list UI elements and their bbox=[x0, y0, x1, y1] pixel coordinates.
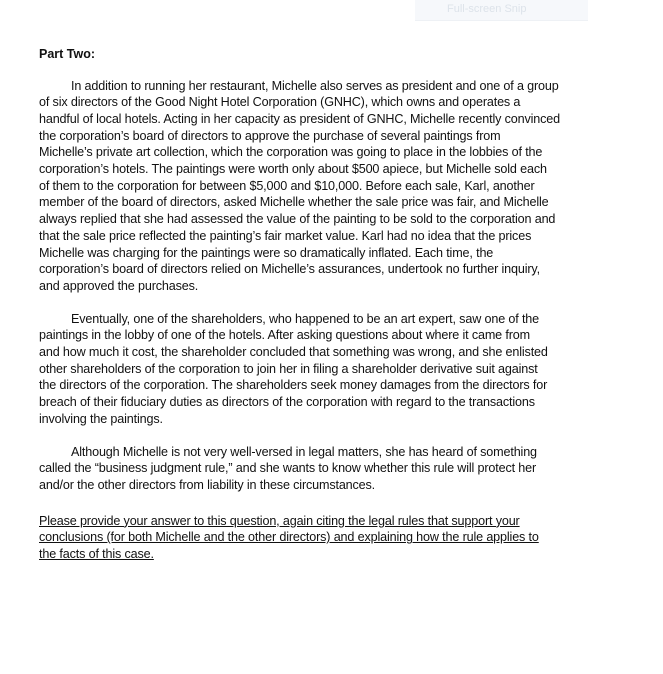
snip-toolbar-label: Full-screen Snip bbox=[447, 3, 527, 15]
paragraph-line: the directors of the corporation. The shareholders seek money damages from the directors for bbox=[39, 378, 548, 393]
paragraph-line: Although Michelle is not very well-versed in legal matters, she has heard of something bbox=[71, 444, 537, 459]
paragraph-1 bbox=[39, 78, 579, 295]
paragraph-line: breach of their fiduciary duties as directors of the corporation with regard to the transactions bbox=[39, 395, 535, 410]
paragraph-line: In addition to running her restaurant, Michelle also serves as president and one of a group bbox=[71, 78, 559, 93]
paragraph-3 bbox=[39, 444, 579, 494]
paragraph-line: the corporation’s board of directors to approve the purchase of several paintings from bbox=[39, 128, 501, 143]
question-line: conclusions (for both Michelle and the other directors) and explaining how the rule applies to bbox=[39, 530, 539, 545]
paragraph-line: member of the board of directors, asked Michelle whether the sale price was fair, and Michelle bbox=[39, 195, 549, 210]
paragraph-line: and/or the other directors from liability in these circumstances. bbox=[39, 477, 376, 492]
section-heading: Part Two: bbox=[39, 47, 96, 61]
paragraph-line: corporation’s board of directors relied on Michelle’s assurances, undertook no further inquiry, bbox=[39, 262, 540, 277]
paragraph-line: and how much it cost, the shareholder concluded that something was wrong, and she enlisted bbox=[39, 345, 548, 360]
question-line: the facts of this case. bbox=[39, 547, 154, 562]
question-line: Please provide your answer to this question, again citing the legal rules that support your bbox=[39, 513, 520, 528]
question-prompt bbox=[39, 513, 579, 563]
document-page bbox=[39, 46, 579, 579]
paragraph-2 bbox=[39, 311, 579, 428]
paragraph-line: involving the paintings. bbox=[39, 411, 163, 426]
paragraph-line: called the “business judgment rule,” and she wants to know whether this rule will protect her bbox=[39, 461, 537, 476]
paragraph-line: corporation’s hotels. The paintings were worth only about $500 apiece, but Michelle sold each bbox=[39, 162, 547, 177]
paragraph-line: paintings in the lobby of one of the hotels. After asking questions about where it came from bbox=[39, 328, 530, 343]
paragraph-line: Michelle was charging for the paintings were so dramatically inflated. Each time, the bbox=[39, 245, 494, 260]
paragraph-line: handful of local hotels. Acting in her capacity as president of GNHC, Michelle recently convinced bbox=[39, 111, 560, 126]
paragraph-line: other shareholders of the corporation to join her in filing a shareholder derivative suit against bbox=[39, 361, 538, 376]
paragraph-line: of them to the corporation for between $5,000 and $10,000. Before each sale, Karl, another bbox=[39, 178, 535, 193]
paragraph-line: Michelle’s private art collection, which the corporation was going to place in the lobbies of the bbox=[39, 145, 543, 160]
paragraph-line: Eventually, one of the shareholders, who happened to be an art expert, saw one of the bbox=[71, 311, 540, 326]
paragraph-line: always replied that she had assessed the value of the painting to be sold to the corporation and bbox=[39, 212, 556, 227]
paragraph-line: that the sale price reflected the painting’s fair market value. Karl had no idea that the prices bbox=[39, 228, 532, 243]
paragraph-line: and approved the purchases. bbox=[39, 278, 199, 293]
paragraph-line: of six directors of the Good Night Hotel Corporation (GNHC), which owns and operates a bbox=[39, 95, 521, 110]
